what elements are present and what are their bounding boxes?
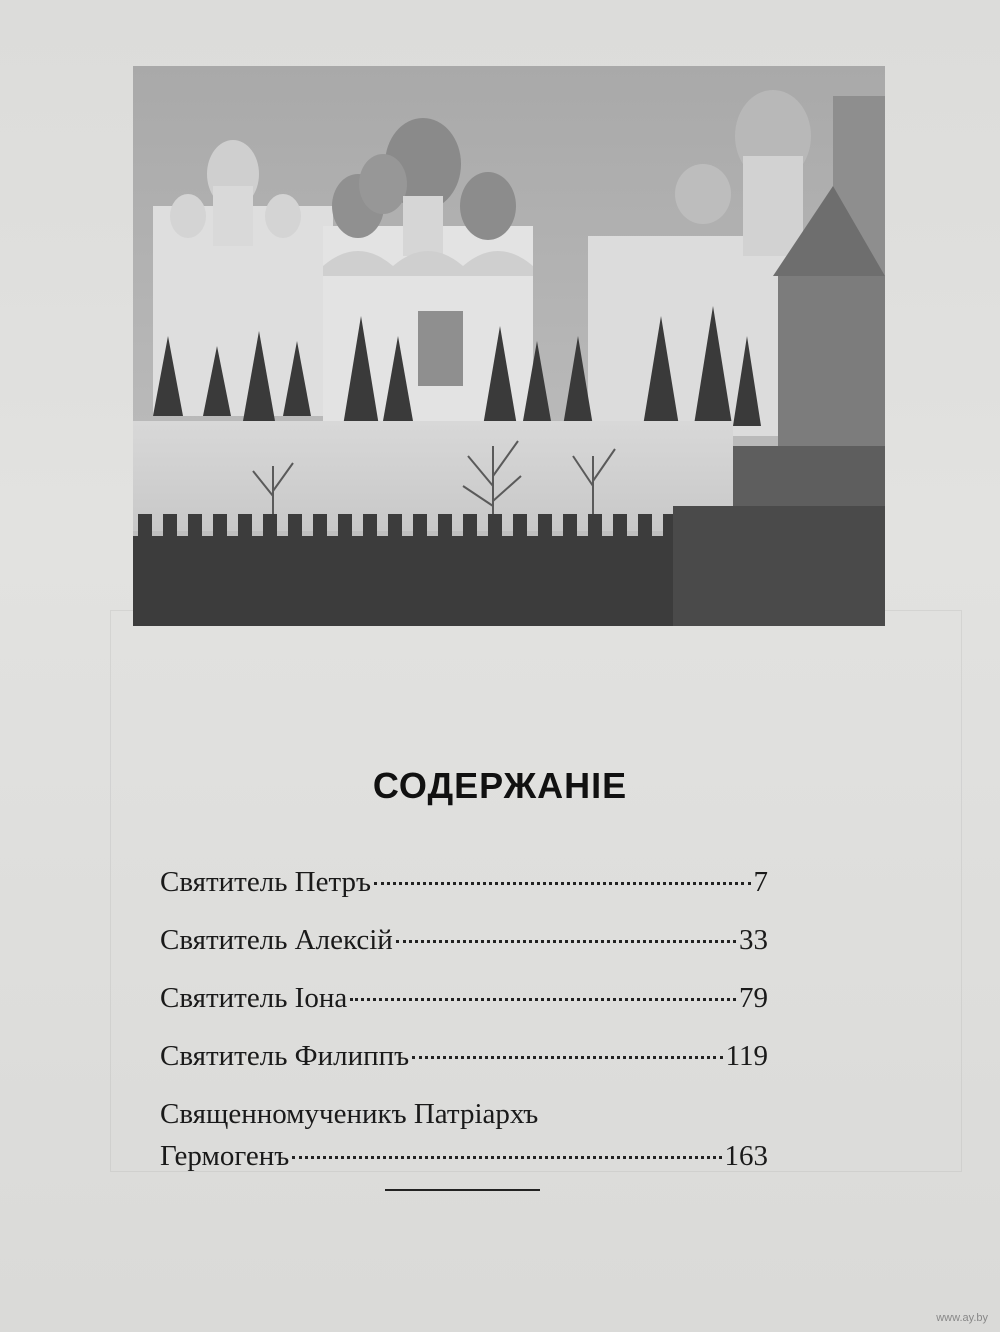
toc-entry [160,924,768,982]
toc-entry-page: 33 [739,924,768,956]
dot-leader [396,940,736,943]
toc-entry [160,1098,768,1198]
table-of-contents [160,866,768,1198]
toc-entry-title-line2: Гермогенъ [160,1140,290,1172]
closing-rule [385,1189,540,1191]
toc-entry-title: Святитель Петръ [160,866,372,898]
dot-leader [292,1156,721,1159]
toc-entry-title: Святитель Алексій [160,924,393,956]
toc-entry [160,1040,768,1098]
toc-entry-page: 119 [725,1040,768,1072]
toc-entry [160,866,768,924]
toc-entry-page: 79 [739,982,768,1014]
dot-leader [412,1056,722,1059]
watermark: www.ay.by [936,1312,988,1324]
toc-entry-title: Святитель Іона [160,982,348,1014]
kremlin-cathedrals-photo [133,66,885,626]
toc-entry-title: Святитель Филиппъ [160,1040,410,1072]
toc-entry-title-line1: Священномученикъ Патріархъ [160,1098,539,1130]
page-title: СОДЕРЖАНІЕ [372,765,628,806]
photo-illustration [133,66,885,626]
toc-entry-page: 163 [724,1140,768,1172]
dot-leader [374,882,750,885]
toc-entry-page: 7 [753,866,768,898]
dot-leader [350,998,736,1001]
toc-entry [160,982,768,1040]
